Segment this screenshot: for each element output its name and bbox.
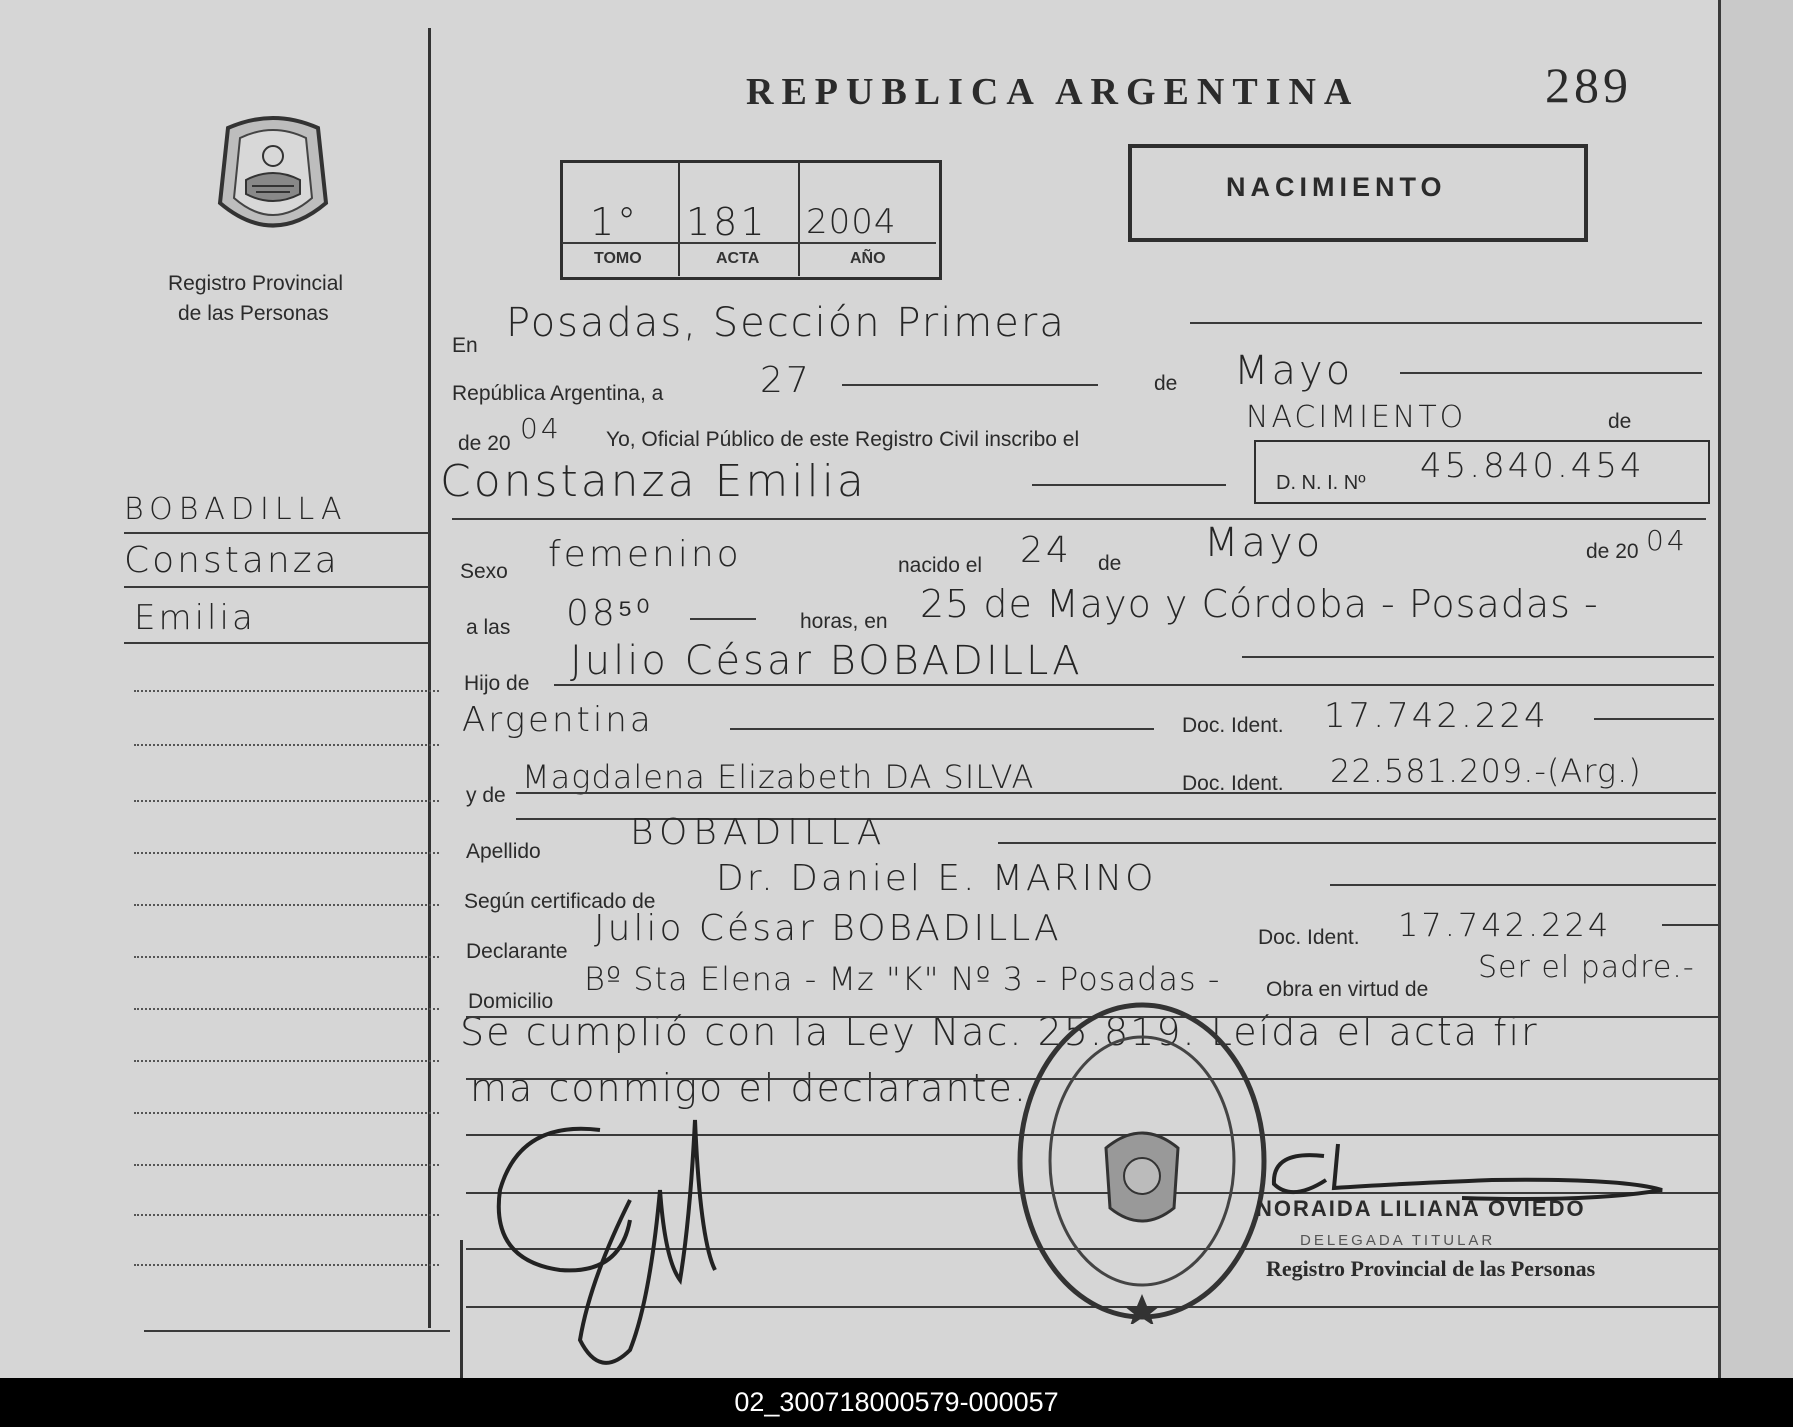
fill-line [730, 728, 1154, 730]
obra-label: Obra en virtud de [1266, 978, 1429, 1001]
statement-text: Yo, Oficial Público de este Registro Civil inscribo el [606, 428, 1080, 451]
de-label-3: de [1098, 552, 1122, 575]
father-name: Julio César BOBADILLA [570, 638, 1083, 684]
official-title: DELEGADA TITULAR [1300, 1232, 1496, 1249]
apellido-label: Apellido [466, 840, 541, 863]
de-label: de [1154, 372, 1178, 395]
anio-value: 2004 [806, 202, 897, 242]
anio-label: AÑO [850, 250, 886, 267]
father-doc: 17.742.224 [1324, 696, 1549, 736]
tomo-value: 1° [590, 200, 640, 244]
person-name: Constanza Emilia [440, 456, 867, 507]
domicilio-value: Bº Sta Elena - Mz "K" Nº 3 - Posadas - [584, 960, 1221, 998]
day-value: 27 [760, 360, 812, 401]
fill-line [1662, 924, 1718, 926]
birth-place: 25 de Mayo y Córdoba - Posadas - [920, 582, 1599, 626]
margin-line [124, 532, 429, 534]
father-doc-label: Doc. Ident. [1182, 714, 1284, 737]
registry-name-line1: Registro Provincial [168, 272, 344, 295]
margin-dotted-line [134, 1164, 439, 1166]
fill-line [1032, 484, 1226, 486]
event-value: NACIMIENTO [1246, 400, 1467, 435]
margin-given-name-2: Emilia [134, 598, 256, 638]
margin-dotted-line [134, 1060, 439, 1062]
margin-dotted-line [134, 690, 439, 692]
page-number: 289 [1545, 57, 1632, 113]
fill-line [842, 384, 1098, 386]
father-nationality: Argentina [462, 700, 654, 740]
year-suffix: 04 [520, 412, 562, 445]
margin-dotted-line [134, 956, 439, 958]
birth-time: 08⁵⁰ [566, 593, 654, 634]
fill-line [998, 842, 1716, 844]
a-las-label: a las [466, 616, 511, 639]
sexo-value: femenino [548, 534, 742, 575]
declarante-doc: 17.742.224 [1398, 906, 1612, 944]
fill-line [1594, 718, 1714, 720]
birth-year-suffix: 04 [1646, 524, 1688, 557]
column-divider [428, 28, 431, 1328]
sexo-label: Sexo [460, 560, 508, 583]
record-box-divider [798, 162, 800, 276]
official-institution: Registro Provincial de las Personas [1266, 1256, 1596, 1281]
provincial-seal-icon [208, 108, 338, 248]
domicilio-label: Domicilio [468, 990, 554, 1013]
margin-dotted-line [134, 1112, 439, 1114]
birth-year-label: de 20 [1586, 540, 1639, 563]
dni-value: 45.840.454 [1420, 446, 1645, 486]
column-divider-lower [460, 1240, 463, 1378]
birth-month: Mayo [1204, 520, 1324, 566]
margin-dotted-line [134, 1264, 439, 1266]
certificado-label: Según certificado de [464, 890, 656, 913]
y-de-label: y de [466, 784, 506, 807]
mother-doc: 22.581.209.-(Arg.) [1330, 752, 1642, 790]
declarante-value: Julio César BOBADILLA [594, 908, 1062, 949]
month-value: Mayo [1234, 348, 1354, 394]
margin-dotted-line [134, 1214, 439, 1216]
fill-line [1330, 884, 1716, 886]
nacido-label: nacido el [898, 554, 983, 577]
mother-doc-label: Doc. Ident. [1182, 772, 1284, 795]
fill-line [1242, 656, 1714, 658]
margin-bottom-line [144, 1330, 450, 1332]
record-type-label: NACIMIENTO [1226, 172, 1447, 202]
margin-line [124, 642, 429, 644]
separator-line [452, 518, 1706, 520]
birth-day: 24 [1020, 530, 1072, 571]
declarante-label: Declarante [466, 940, 568, 963]
margin-dotted-line [134, 800, 439, 802]
horas-label: horas, en [800, 610, 888, 633]
margin-dotted-line [134, 904, 439, 906]
page-edge [1718, 0, 1793, 1378]
obra-value: Ser el padre.- [1478, 950, 1695, 985]
republica-label: República Argentina, a [452, 382, 664, 405]
official-name: NORAIDA LILIANA OVIEDO [1256, 1196, 1586, 1221]
country-title: REPUBLICA ARGENTINA [746, 71, 1360, 113]
margin-dotted-line [134, 852, 439, 854]
margin-dotted-line [134, 744, 439, 746]
fill-line [690, 618, 756, 620]
tomo-label: TOMO [594, 250, 642, 267]
apellido-value: BOBADILLA [630, 812, 888, 853]
declarante-doc-label: Doc. Ident. [1258, 926, 1360, 949]
note-line-1: Se cumplió con la Ley Nac. 25.819. Leída el acta fir [460, 1010, 1539, 1054]
declarant-signature [480, 1100, 760, 1378]
margin-surname: BOBADILLA [124, 492, 348, 527]
fill-line [1190, 322, 1702, 324]
acta-value: 181 [686, 200, 768, 244]
separator-line [516, 792, 1716, 794]
registry-name-line2: de las Personas [178, 302, 329, 325]
place-value: Posadas, Sección Primera [506, 300, 1066, 346]
record-box-divider [678, 162, 680, 276]
fill-line [1400, 372, 1702, 374]
separator-line [554, 684, 1714, 686]
note-line-2: ma conmigo el declarante. [470, 1066, 1028, 1110]
dni-label: D. N. I. Nº [1276, 472, 1366, 494]
de-label-2: de [1608, 410, 1632, 433]
hijo-label: Hijo de [464, 672, 530, 695]
official-stamp-icon [1014, 998, 1270, 1324]
mother-name: Magdalena Elizabeth DA SILVA [522, 758, 1035, 796]
en-label: En [452, 334, 478, 357]
margin-dotted-line [134, 1008, 439, 1010]
acta-label: ACTA [716, 250, 760, 267]
image-caption: 02_300718000579-000057 [0, 1378, 1793, 1427]
year-label: de 20 [458, 432, 511, 455]
margin-line [124, 586, 429, 588]
margin-given-name-1: Constanza [124, 540, 340, 581]
certificado-value: Dr. Daniel E. MARINO [716, 858, 1157, 899]
